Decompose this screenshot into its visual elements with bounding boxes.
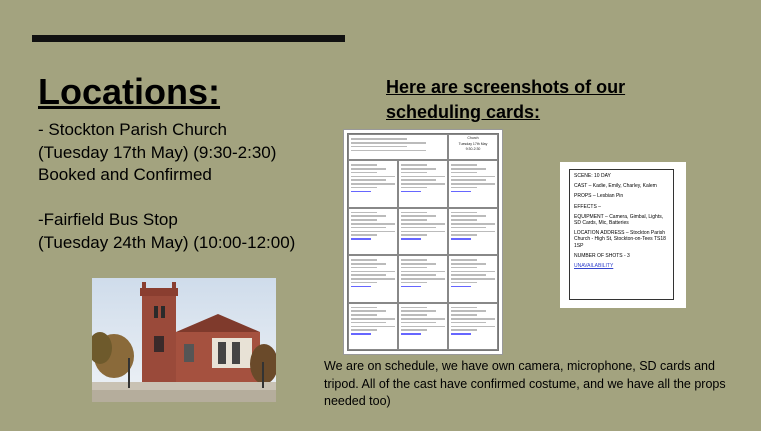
scene-card-location: LOCATION ADDRESS – Stockton Parish Church - High St, Stockton-on-Tees TS18 1SP (574, 230, 666, 249)
heading-line-1: Here are screenshots of our (386, 77, 626, 97)
schedule-cell (448, 208, 498, 256)
schedule-cell (398, 255, 448, 303)
scene-card-screenshot (560, 162, 686, 308)
slide-title: Locations: (38, 71, 221, 112)
schedule-cell (348, 255, 398, 303)
scene-card-equipment: EQUIPMENT – Camera, Gimbal, Lights, SD Cards, Mic, Batteries (574, 213, 664, 227)
schedule-cell (448, 160, 498, 208)
location-one-date: (Tuesday 17th May) (9:30-2:30) (38, 142, 277, 162)
schedule-grid (347, 133, 499, 351)
schedule-cell (398, 160, 448, 208)
schedule-header-line-2: Tuesday 17th May (458, 141, 488, 146)
location-two-date: (Tuesday 24th May) (10:00-12:00) (38, 232, 296, 252)
decorative-top-bar (32, 35, 345, 42)
location-two (38, 209, 295, 254)
schedule-cell (398, 303, 448, 351)
schedule-cell (348, 160, 398, 208)
location-two-name: -Fairfield Bus Stop (38, 210, 178, 229)
location-one-name: - Stockton Parish Church (38, 120, 227, 139)
scene-card-effects: EFFECTS – (574, 203, 601, 210)
schedule-header-right (448, 134, 498, 160)
schedule-header-left (348, 134, 448, 160)
location-one-status: Booked and Confirmed (38, 165, 212, 184)
schedule-header-line-1: Church (467, 136, 479, 140)
scene-card-unavailability-link[interactable]: UNAVAILABILITY (574, 263, 614, 270)
schedule-cell (398, 208, 448, 256)
schedule-sheet-screenshot (344, 130, 502, 354)
heading-line-2: scheduling cards: (386, 102, 541, 122)
scene-card-scene: SCENE: 10 DAY (574, 173, 611, 179)
schedule-cell (448, 303, 498, 351)
scene-card-cast: CAST – Kadie, Emily, Charley, Kalem (574, 183, 657, 190)
scene-card (569, 169, 674, 300)
church-photo (92, 278, 276, 402)
schedule-header-line-3: 9:30-2:30 (465, 147, 481, 151)
scene-card-shots: NUMBER OF SHOTS - 3 (574, 252, 630, 259)
schedule-cell (448, 255, 498, 303)
screenshots-heading (386, 75, 625, 125)
location-one (38, 119, 276, 187)
schedule-cell (348, 303, 398, 351)
scene-card-props: PROPS – Lesbian Pin (574, 193, 624, 200)
schedule-cell (348, 208, 398, 256)
status-paragraph: We are on schedule, we have own camera, microphone, SD cards and tripod. All of the cast have confirmed costume, and we have all the props needed too) (324, 359, 726, 408)
